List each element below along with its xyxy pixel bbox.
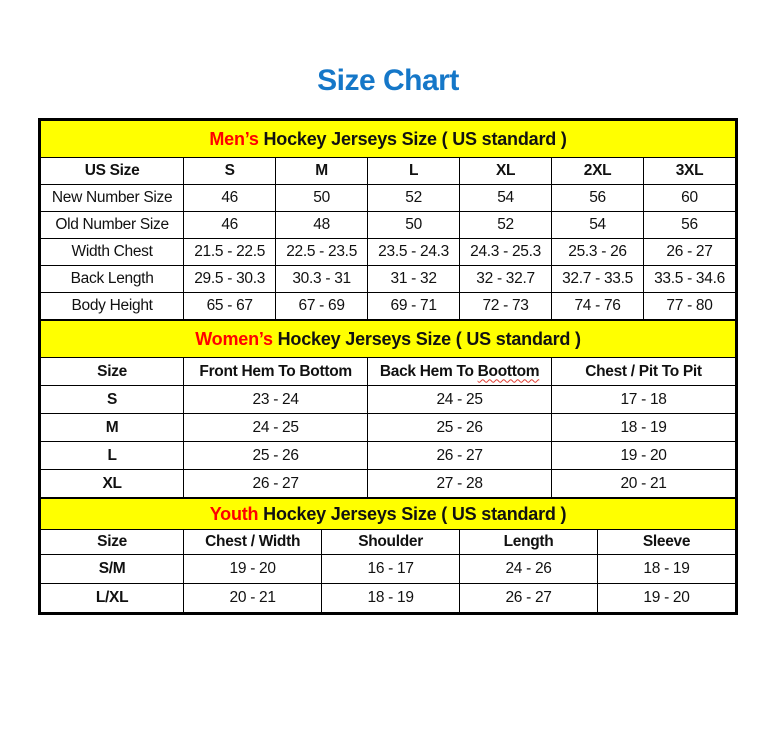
value-cell: 52 <box>368 185 460 212</box>
row-label-cell: Width Chest <box>41 239 184 266</box>
value-cell: 26 - 27 <box>368 442 552 470</box>
table-row <box>41 212 736 239</box>
row-label-cell: L/XL <box>41 584 184 613</box>
row-label-cell: S <box>41 386 184 414</box>
table-row <box>41 386 736 414</box>
mens-header-row <box>41 158 736 185</box>
table-row <box>41 470 736 498</box>
value-cell: 23.5 - 24.3 <box>368 239 460 266</box>
table-row <box>41 293 736 320</box>
youth-header-row <box>41 530 736 555</box>
column-header: Chest / Pit To Pit <box>552 358 736 386</box>
value-cell: 32 - 32.7 <box>460 266 552 293</box>
value-cell: 19 - 20 <box>184 555 322 584</box>
mens-size-table <box>40 120 736 320</box>
mens-section-heading: Men’s Hockey Jerseys Size ( US standard ) <box>41 121 736 158</box>
value-cell: 19 - 20 <box>552 442 736 470</box>
column-header: Size <box>41 530 184 555</box>
value-cell: 52 <box>460 212 552 239</box>
column-header: S <box>184 158 276 185</box>
mens-heading-accent: Men’s <box>209 128 259 149</box>
youth-heading-accent: Youth <box>209 503 259 524</box>
row-label-cell: S/M <box>41 555 184 584</box>
row-label-cell: Body Height <box>41 293 184 320</box>
value-cell: 18 - 19 <box>598 555 736 584</box>
value-cell: 27 - 28 <box>368 470 552 498</box>
value-cell: 25 - 26 <box>368 414 552 442</box>
value-cell: 56 <box>644 212 736 239</box>
value-cell: 23 - 24 <box>184 386 368 414</box>
row-label-cell: New Number Size <box>41 185 184 212</box>
value-cell: 46 <box>184 212 276 239</box>
row-label-cell: Back Length <box>41 266 184 293</box>
column-header: US Size <box>41 158 184 185</box>
row-label-cell: L <box>41 442 184 470</box>
table-row <box>41 185 736 212</box>
value-cell: 20 - 21 <box>552 470 736 498</box>
table-row <box>41 414 736 442</box>
value-cell: 25.3 - 26 <box>552 239 644 266</box>
table-row <box>41 442 736 470</box>
value-cell: 31 - 32 <box>368 266 460 293</box>
womens-section-heading: Women’s Hockey Jerseys Size ( US standard ) <box>41 321 736 358</box>
value-cell: 54 <box>552 212 644 239</box>
womens-size-table <box>40 320 736 498</box>
value-cell: 74 - 76 <box>552 293 644 320</box>
value-cell: 69 - 71 <box>368 293 460 320</box>
value-cell: 21.5 - 22.5 <box>184 239 276 266</box>
column-header: Shoulder <box>322 530 460 555</box>
column-header: Chest / Width <box>184 530 322 555</box>
column-header: XL <box>460 158 552 185</box>
column-header: 2XL <box>552 158 644 185</box>
size-chart <box>38 118 738 615</box>
column-header: Length <box>460 530 598 555</box>
value-cell: 24.3 - 25.3 <box>460 239 552 266</box>
value-cell: 17 - 18 <box>552 386 736 414</box>
column-header: L <box>368 158 460 185</box>
value-cell: 60 <box>644 185 736 212</box>
value-cell: 24 - 25 <box>184 414 368 442</box>
column-header: M <box>276 158 368 185</box>
value-cell: 30.3 - 31 <box>276 266 368 293</box>
value-cell: 48 <box>276 212 368 239</box>
value-cell: 22.5 - 23.5 <box>276 239 368 266</box>
row-label-cell: M <box>41 414 184 442</box>
value-cell: 24 - 25 <box>368 386 552 414</box>
value-cell: 33.5 - 34.6 <box>644 266 736 293</box>
table-row <box>41 555 736 584</box>
value-cell: 50 <box>368 212 460 239</box>
value-cell: 29.5 - 30.3 <box>184 266 276 293</box>
column-header: Sleeve <box>598 530 736 555</box>
womens-header-row <box>41 358 736 386</box>
column-header: 3XL <box>644 158 736 185</box>
value-cell: 19 - 20 <box>598 584 736 613</box>
page-title: Size Chart <box>317 64 459 97</box>
value-cell: 25 - 26 <box>184 442 368 470</box>
value-cell: 18 - 19 <box>322 584 460 613</box>
column-header: Size <box>41 358 184 386</box>
value-cell: 26 - 27 <box>460 584 598 613</box>
value-cell: 24 - 26 <box>460 555 598 584</box>
row-label-cell: Old Number Size <box>41 212 184 239</box>
value-cell: 77 - 80 <box>644 293 736 320</box>
column-header: Front Hem To Bottom <box>184 358 368 386</box>
value-cell: 18 - 19 <box>552 414 736 442</box>
table-row <box>41 266 736 293</box>
value-cell: 20 - 21 <box>184 584 322 613</box>
value-cell: 50 <box>276 185 368 212</box>
value-cell: 32.7 - 33.5 <box>552 266 644 293</box>
value-cell: 67 - 69 <box>276 293 368 320</box>
youth-section-heading: Youth Hockey Jerseys Size ( US standard ) <box>41 499 736 530</box>
table-row <box>41 239 736 266</box>
value-cell: 65 - 67 <box>184 293 276 320</box>
table-row <box>41 584 736 613</box>
value-cell: 26 - 27 <box>184 470 368 498</box>
womens-heading-accent: Women’s <box>195 328 273 349</box>
value-cell: 16 - 17 <box>322 555 460 584</box>
value-cell: 54 <box>460 185 552 212</box>
value-cell: 26 - 27 <box>644 239 736 266</box>
misspelled-word: Boottom <box>477 362 540 380</box>
value-cell: 46 <box>184 185 276 212</box>
row-label-cell: XL <box>41 470 184 498</box>
value-cell: 56 <box>552 185 644 212</box>
youth-size-table <box>40 498 736 613</box>
column-header: Back Hem To Boottom <box>368 358 552 386</box>
value-cell: 72 - 73 <box>460 293 552 320</box>
